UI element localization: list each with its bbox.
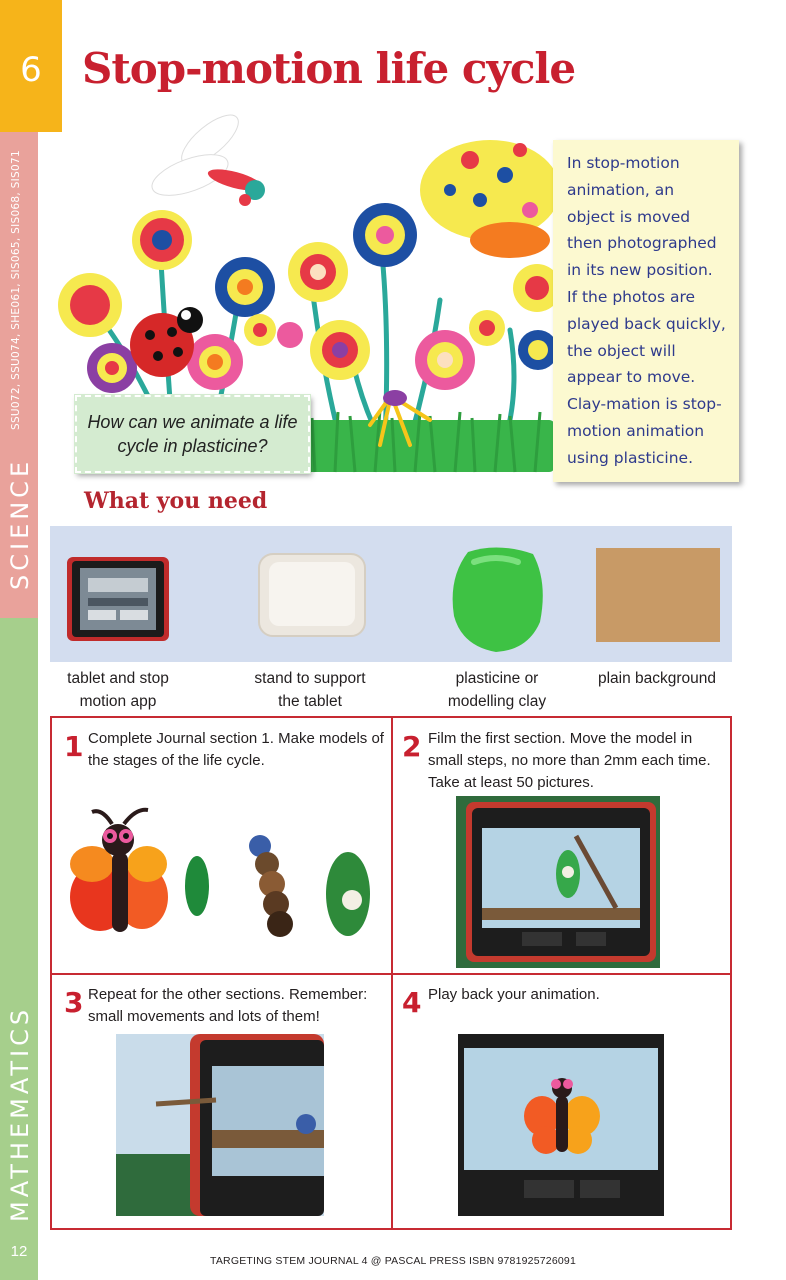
question-box xyxy=(75,395,310,473)
filming-tablet-image xyxy=(456,796,660,968)
page-number: 12 xyxy=(10,1243,28,1260)
step-number: 1 xyxy=(64,730,84,763)
step-text: Film the first section. Move the model in small steps, no more than 2mm each time. Take at least 50 pictures. xyxy=(428,730,711,791)
info-box xyxy=(553,140,739,482)
step-text: Repeat for the other sections. Remember: small movements and lots of them! xyxy=(88,986,368,1025)
step-text: Complete Journal section 1. Make models of the stages of the life cycle. xyxy=(88,730,384,769)
material-label: plain background xyxy=(597,670,717,687)
grid-divider xyxy=(52,973,730,975)
info-line: then photographed xyxy=(567,234,717,253)
step-text: Play back your animation. xyxy=(428,986,600,1003)
repeat-filming-image xyxy=(116,1034,324,1216)
tablet-image xyxy=(66,556,170,642)
mathematics-label: MATHEMATICS xyxy=(6,1005,34,1222)
info-line: the object will xyxy=(567,341,676,360)
chapter-number: 6 xyxy=(20,50,42,90)
material-label: tablet and stop motion app xyxy=(67,670,169,710)
stand-image xyxy=(257,552,367,638)
plain-background-image xyxy=(596,548,720,642)
curriculum-codes: SSU072, SSU074, SHE061, SIS065, SIS068, SIS071 xyxy=(10,150,22,430)
info-line: Clay-mation is stop- xyxy=(567,395,722,414)
question-text: How can we animate a life cycle in plasticine? xyxy=(87,412,298,456)
footer: TARGETING STEM JOURNAL 4 @ PASCAL PRESS ISBN 9781925726091 xyxy=(210,1255,576,1267)
page-title: Stop-motion life cycle xyxy=(82,44,576,93)
info-line: using plasticine. xyxy=(567,448,694,467)
material-label: stand to support the tablet xyxy=(254,670,366,710)
science-label: SCIENCE xyxy=(6,457,34,590)
what-you-need-heading: What you need xyxy=(84,488,268,514)
info-line: motion animation xyxy=(567,421,705,440)
info-line: animation, an xyxy=(567,180,675,199)
info-line: in its new position. xyxy=(567,261,713,280)
material-label: plasticine or modelling clay xyxy=(447,670,547,710)
info-line: appear to move. xyxy=(567,368,696,387)
materials-strip xyxy=(50,526,732,662)
playback-tablet-image xyxy=(458,1034,664,1216)
info-line: In stop-motion xyxy=(567,154,680,172)
step-number: 2 xyxy=(402,730,422,763)
plasticine-image xyxy=(448,542,548,654)
info-line: played back quickly, xyxy=(567,314,726,333)
step-number: 3 xyxy=(64,986,84,1019)
info-line: If the photos are xyxy=(567,287,696,306)
step-number: 4 xyxy=(402,986,422,1019)
life-cycle-models-image xyxy=(62,802,382,947)
steps-grid xyxy=(50,716,732,1230)
info-line: object is moved xyxy=(567,207,691,226)
